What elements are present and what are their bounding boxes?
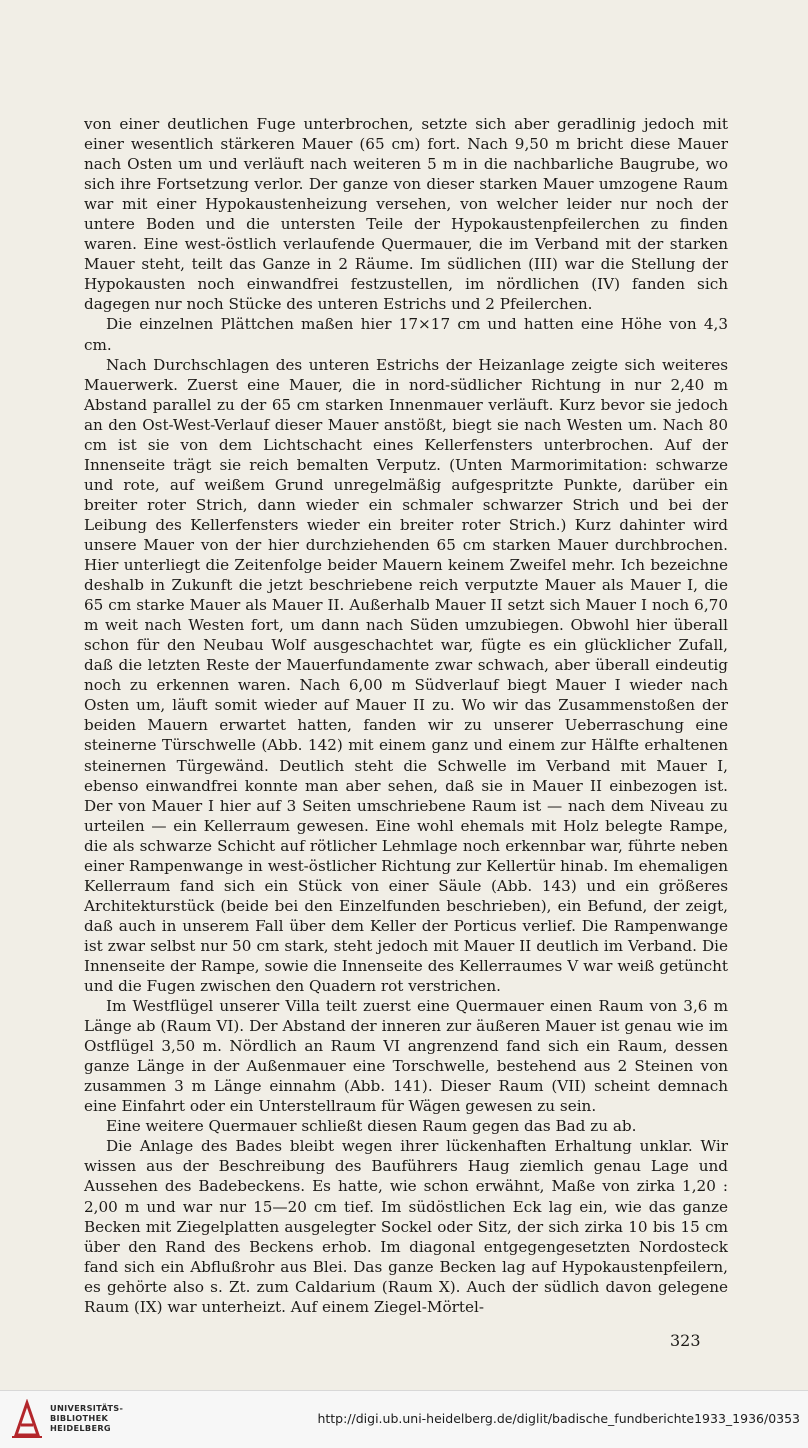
viewer-footer [0, 1390, 808, 1448]
institution-line: UNIVERSITÄTS- [50, 1403, 124, 1413]
paragraph: Die einzelnen Plättchen maßen hier 17×17 cm und hatten eine Höhe von 4,3 cm. [84, 315, 728, 354]
paragraph: Eine weitere Quermauer schließt diesen Raum gegen das Bad zu ab. [106, 1117, 637, 1136]
paragraph: Nach Durchschlagen des unteren Estrichs der Heizanlage zeigte sich weiteres Mauerwerk. Zuerst eine Mauer, die in nord-südlicher Richtung in nur 2,40 m Abstand parallel zu der 65 cm starken Innenmauer verläuft. Kurz bevor sie jedoch an den Ost-West-Verlauf dieser Mauer anstößt, biegt sie nach Westen um. Nach 80 cm ist sie von dem Lichtschacht eines Kellerfensters unterbrochen. Auf der Innenseite trägt sie reich bemalten Verputz. (Unten Marmorimitation: schwarze und rote, auf weißem Grund unregelmäßig aufgespritzte Punkte, darüber ein breiter roter Strich, dann wieder ein schmaler schwarzer Strich und bei der Leibung des Kellerfensters wieder ein breiter roter Strich.) Kurz dahinter wird unsere Mauer von der hier durchziehenden 65 cm starken Mauer durchbrochen. Hier unterliegt die Zeitenfolge beider Mauern keinem Zweifel mehr. Ich bezeichne deshalb in Zukunft die jetzt beschriebene reich verputzte Mauer als Mauer I, die 65 cm starke Mauer als Mauer II. Außerhalb Mauer II setzt sich Mauer I noch 6,70 m weit nach Westen fort, um dann nach Süden umzubiegen. Obwohl hier überall schon für den Neubau Wolf ausgeschachtet war, fügte es ein glücklicher Zufall, daß die letzten Reste der Mauerfundamente zwar schwach, aber überall eindeutig noch zu erkennen waren. Nach 6,00 m Südverlauf biegt Mauer I wieder nach Osten um, läuft somit wieder auf Mauer II zu. Wo wir das Zusammenstoßen der beiden Mauern erwartet hatten, fanden wir zu unserer Ueberraschung eine steinerne Türschwelle (Abb. 142) mit einem ganz und einem zur Hälfte erhaltenen steinernen Türgewänd. Deutlich steht die Schwelle im Verband mit Mauer I, ebenso einwandfrei konnte man aber sehen, daß sie in Mauer II einbezogen ist. Der von Mauer I hier auf 3 Seiten umschriebene Raum ist — nach dem Niveau zu urteilen — ein Kellerraum gewesen. Eine wohl ehemals mit Holz belegte Rampe, die als schwarze Schicht auf rötlicher Lehmlage noch erkennbar war, führte neben einer Rampenwange in west-östlicher Richtung zur Kellertür hinab. Im ehemaligen Kellerraum fand sich ein Stück von einer Säule (Abb. 143) und ein größeres Architekturstück (beide bei den Einzelfunden beschrieben), ein Befund, der zeigt, daß auch in unserem Fall über dem Keller der Porticus verlief. Die Rampenwange ist zwar selbst nur 50 cm stark, steht jedoch mit Mauer II deutlich im Verband. Die Innenseite der Rampe, sowie die Innenseite des Kellerraumes V war weiß getüncht und die Fugen zwischen den Quadern rot verstrichen. [84, 355, 728, 996]
paragraph: Im Westflügel unserer Villa teilt zuerst eine Quermauer einen Raum von 3,6 m Länge ab (Raum VI). Der Abstand der inneren zur äußeren Mauer ist genau wie im Ostflügel 3,50 m. Nördlich an Raum VI angrenzend fand sich ein Raum, dessen ganze Länge in der Außenmauer eine Torschwelle, bestehend aus 2 Steinen von zusammen 3 m Länge einnahm (Abb. 141). Dieser Raum (VII) scheint demnach eine Einfahrt oder ein Unterstellraum für Wägen gewesen zu sein. [84, 997, 728, 1116]
paragraph: von einer deutlichen Fuge unterbrochen, setzte sich aber geradlinig jedoch mit einer wesentlich stärkeren Mauer (65 cm) fort. Nach 9,50 m bricht diese Mauer nach Osten um und verläuft nach weiteren 5 m in die nachbarliche Baugrube, wo sich ihre Fortsetzung verlor. Der ganze von dieser starken Mauer umzogene Raum war mit einer Hypokaustenheizung versehen, von welcher leider nur noch der untere Boden und die untersten Teile der Hypokaustenpfeilerchen zu finden waren. Eine west-östlich verlaufende Quermauer, die im Verband mit der starken Mauer steht, teilt das Ganze in 2 Räume. Im südlichen (III) war die Stellung der Hypokausten noch einwandfrei festzustellen, im nördlichen (IV) fanden sich dagegen nur noch Stücke des unteren Estrichs und 2 Pfeilerchen. [84, 115, 728, 314]
paragraph: Die Anlage des Bades bleibt wegen ihrer lückenhaften Erhaltung unklar. Wir wissen aus der Beschreibung des Bauführers Haug ziemlich genau Lage und Aussehen des Badebeckens. Es hatte, wie schon erwähnt, Maße von zirka 1,20 : 2,00 m und war nur 15—20 cm tief. Im südöstlichen Eck lag ein, wie das ganze Becken mit Ziegelplatten ausgelegter Sockel oder Sitz, der sich zirka 10 bis 15 cm über den Rand des Beckens erhob. Im diagonal entgegengesetzten Nordosteck fand sich ein Abflußrohr aus Blei. Das ganze Becken lag auf Hypokaustenpfeilern, es gehörte also s. Zt. zum Caldarium (Raum X). Auch der südlich davon gelegene Raum (IX) war unterheizt. Auf einem Ziegel-Mörtel- [84, 1137, 728, 1316]
university-library-logo-icon [10, 1399, 44, 1439]
body-text [84, 114, 728, 1317]
institution-line: BIBLIOTHEK [50, 1413, 109, 1423]
institution-line: HEIDELBERG [50, 1423, 111, 1433]
institution-name [50, 1403, 123, 1433]
permalink-url[interactable]: http://digi.ub.uni-heidelberg.de/diglit/badische_fundberichte1933_1936/0353 [317, 1411, 800, 1426]
page-number: 323 [670, 1331, 701, 1350]
